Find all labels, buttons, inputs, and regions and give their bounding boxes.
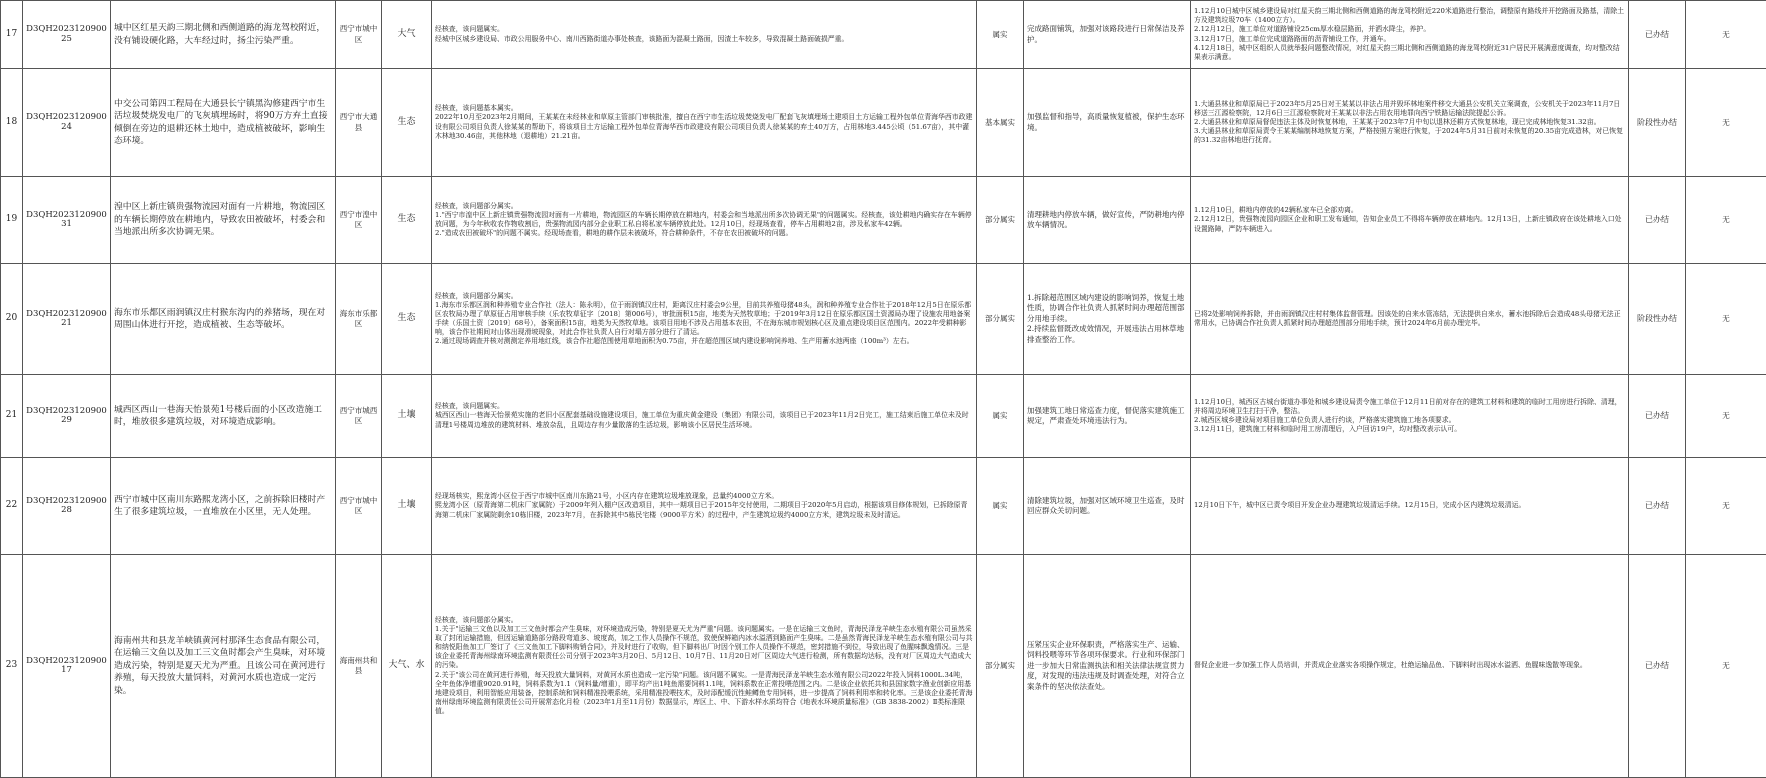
table-row xyxy=(1,555,1766,778)
rectification-actions: 12月10日下午，城中区已责令项目开发企业办理建筑垃圾清运手续。12月15日，完成小区内建筑垃圾清运。 xyxy=(1191,458,1629,555)
region: 海南州共和县 xyxy=(336,555,382,778)
pollution-category: 土壤 xyxy=(382,458,432,555)
region: 西宁市城中区 xyxy=(336,1,382,69)
case-code: D3QH202312090024 xyxy=(23,69,111,177)
rectification-goal: 清理耕地内停放车辆，做好宣传，严防耕地内停放车辆情况。 xyxy=(1024,177,1191,264)
case-code: D3QH202312090031 xyxy=(23,177,111,264)
verdict: 部分属实 xyxy=(977,177,1024,264)
rectification-actions: 督促企业进一步加强工作人员培训，并责成企业落实各项操作规定，杜绝运输品鱼、下脚料时出现冰水溢洒、鱼腥味逸散等现象。 xyxy=(1191,555,1629,778)
rectification-goal: 加强建筑工地日常巡查力度，督促落实建筑施工规定，严肃查处环境违法行为。 xyxy=(1024,375,1191,458)
row-number: 23 xyxy=(1,555,23,778)
verdict: 部分属实 xyxy=(977,555,1024,778)
table-row xyxy=(1,458,1766,555)
status: 阶段性办结 xyxy=(1629,264,1686,375)
region: 西宁市湟中区 xyxy=(336,177,382,264)
table-row xyxy=(1,1,1766,69)
pollution-category: 大气、水 xyxy=(382,555,432,778)
table-row xyxy=(1,375,1766,458)
rectification-actions: 1.12月10日，城西区古城台街道办事处和城乡建设局责令施工单位于12月11日前对存在的建筑工材料和建筑的临时工用房进行拆除、清理，并将周边环境卫生打扫干净，整洁。 2.城西区城乡建设局对项目施工单位负责人进行约谈，严格落实建筑施工地各项要求。 3.12月11日，建筑施工材料和临时用工房清理后，入户回访19户，均对整改表示认可。 xyxy=(1191,375,1629,458)
rectification-actions: 1.12月10日城中区城乡建设局对红星天韵三期北侧和西侧道路的海龙驾校附近220米道路进行整治，调整原有路线并开挖路面及路基，清除土方及建筑垃圾70车（1400立方）。 2.12月12日，施工单位对道路铺设25cm厚水稳层路面，并洒水降尘，养护。 3.12月17日，施工单位完成道路路面的沥青铺设工作，并通车。 4.12月18日，城中区组织人员就举报问题整改情况，对红星天韵三期北侧和西侧道路的海龙驾校附近31户居民开展满意度调查，均对整改结果表示满意。 xyxy=(1191,1,1629,69)
row-number: 18 xyxy=(1,69,23,177)
case-code: D3QH202312090021 xyxy=(23,264,111,375)
verdict: 属实 xyxy=(977,375,1024,458)
pollution-category: 生态 xyxy=(382,177,432,264)
status: 已办结 xyxy=(1629,1,1686,69)
complaint-content: 城西区西山一巷海天怡景苑1号楼后面的小区改造施工时，堆放很多建筑垃圾，对环境造成影响。 xyxy=(111,375,336,458)
row-number: 20 xyxy=(1,264,23,375)
status: 已办结 xyxy=(1629,375,1686,458)
region: 海东市乐都区 xyxy=(336,264,382,375)
accountability: 无 xyxy=(1686,69,1766,177)
complaint-content: 湟中区上新庄镇贵强物流园对面有一片耕地，物流园区的车辆长期停放在耕地内，导致农田被破坏，村委会和当地派出所多次协调无果。 xyxy=(111,177,336,264)
complaint-content: 中交公司第四工程局在大通县长宁镇黑沟修建西宁市生活垃圾焚烧发电厂的飞灰填埋场时，将90万方弃土直接倾倒在旁边的退耕还林土地中，造成植被破坏，影响生态环境。 xyxy=(111,69,336,177)
rectification-goal: 完成路面铺筑，加强对该路段进行日常保洁及养护。 xyxy=(1024,1,1191,69)
case-code: D3QH202312090025 xyxy=(23,1,111,69)
verdict: 属实 xyxy=(977,458,1024,555)
pollution-category: 大气 xyxy=(382,1,432,69)
region: 西宁市大通县 xyxy=(336,69,382,177)
case-code: D3QH202312090029 xyxy=(23,375,111,458)
complaint-content: 海南州共和县龙羊峡镇黄河村那泽生态食品有限公司，在运输三文鱼以及加工三文鱼时都会产生臭味，对环境造成污染，特别是夏天尤为严重。且该公司在黄河进行养殖，每天投放大量饲料，对黄河水质也造成一定污染。 xyxy=(111,555,336,778)
row-number: 19 xyxy=(1,177,23,264)
accountability: 无 xyxy=(1686,264,1766,375)
investigation-detail: 经核查，该问题属实。 经城中区城乡建设局、市政公用服务中心、南川西路街道办事处核查，该路面为混凝土路面，因渣土车较多，导致混凝土路面破损严重。 xyxy=(432,1,977,69)
complaint-content: 西宁市城中区南川东路熙龙湾小区，之前拆除旧楼时产生了很多建筑垃圾，一直堆放在小区里，无人处理。 xyxy=(111,458,336,555)
table-row xyxy=(1,177,1766,264)
region: 西宁市城西区 xyxy=(336,375,382,458)
case-code: D3QH202312090017 xyxy=(23,555,111,778)
verdict: 属实 xyxy=(977,1,1024,69)
verdict: 基本属实 xyxy=(977,69,1024,177)
status: 已办结 xyxy=(1629,177,1686,264)
pollution-category: 土壤 xyxy=(382,375,432,458)
investigation-detail: 经核查，该问题部分属实。 1."西宁市湟中区上新庄镇贵强物流园对面有一片耕地，物流园区的车辆长期停放在耕地内，村委会和当地派出所多次协调无果"的问题属实。经核查，该处耕地内确实存在车辆停放问题，为今年秋收农作物收割后，贵强物流园内部分企业职工私自将私家车辆停放此处。12月10日，经现场查看，停车占用耕地2亩，涉及私家车42辆。 2."造成农田被破坏"的问题不属实。经现场查看，耕地的耕作层未被破坏，符合耕种条件，不存在农田被破坏的问题。 xyxy=(432,177,977,264)
row-number: 22 xyxy=(1,458,23,555)
region: 西宁市城中区 xyxy=(336,458,382,555)
accountability: 无 xyxy=(1686,177,1766,264)
investigation-detail: 经核查，该问题部分属实。 1.海东市乐都区润和种养殖专业合作社（法人：陈永明），位于雨润镇汉庄村，距离汉庄村委会9公里，目前共养殖母猪48头，润和种养殖专业合作社于2018年12月5日在原乐都区农牧局办理了草原征占用审核手续（乐农牧草征字〔2018〕第006号），审批面积15亩，地类为天然牧草地；于2019年3月12日在原乐都区国土资源局办理了设施农用地备案手续（乐国土资〔2019〕68号），备案面积15亩，地类为天然牧草地。该项目用地不涉及占用基本农田，不在海东城市规划核心区及重点建设项目区范围内。2022年受耕种影响，该合作社期间对山体出现滑坡现象，对此合作社负责人自行对塌方部分进行了清运。 2.通过现场调查并核对测测定养用地红线，该合作社超范围使用草地面积为0.75亩，并在超范围区域内建设影响饲养地、生产用蓄水池两座（100m³）左右。 xyxy=(432,264,977,375)
row-number: 17 xyxy=(1,1,23,69)
rectification-goal: 加强监督和指导，高质量恢复植被，保护生态环境。 xyxy=(1024,69,1191,177)
pollution-category: 生态 xyxy=(382,264,432,375)
rectification-goal: 1.拆除超范围区域内建设的影响饲养，恢复土地性质，协调合作社负责人抓紧时间办理超范围部分用地手续。 2.持续监督既改成效情况，开展违法占用林草地排查整治工作。 xyxy=(1024,264,1191,375)
pollution-category: 生态 xyxy=(382,69,432,177)
complaint-content: 城中区红星天韵三期北侧和西侧道路的海龙驾校附近，没有铺设硬化路，大车经过时，扬尘污染严重。 xyxy=(111,1,336,69)
accountability: 无 xyxy=(1686,1,1766,69)
accountability: 无 xyxy=(1686,555,1766,778)
complaint-content: 海东市乐都区雨润镇汉庄村猴东沟内的养猪场，现在对周围山体进行开挖，造成植被、生态等破坏。 xyxy=(111,264,336,375)
status: 阶段性办结 xyxy=(1629,69,1686,177)
case-code: D3QH202312090028 xyxy=(23,458,111,555)
accountability: 无 xyxy=(1686,458,1766,555)
status: 已办结 xyxy=(1629,458,1686,555)
table-row xyxy=(1,264,1766,375)
rectification-goal: 清除建筑垃圾，加强对区域环境卫生巡查，及时回应群众关切问题。 xyxy=(1024,458,1191,555)
investigation-detail: 经核查，该问题基本属实。 2022年10月至2023年2月期间，王某某在未经林业和草原主管部门审核批准，擅自在西宁市生活垃圾焚烧发电厂配套飞灰填埋场土建项目土方运输工程外包单位青海华西市政建设有限公司项目负责人徐某某的帮助下，将该项目土方运输工程外包单位青海华西市政建设有限公司项目负责人徐某某的弃土40万方，占用林地3.445公顷（51.67亩），其中灌木林地30.46亩，其他林地（退耕地）21.21亩。 xyxy=(432,69,977,177)
rectification-actions: 已将2处影响饲养拆除，并由雨润镇汉庄村村集体监督管理。因该处的自来水管冻结，无法提供自来水，蓄水池拆除后会造成48头母猪无法正常用水，已协调合作社负责人抓紧时间办理超范围部分用地手续，预计2024年6月前办理完毕。 xyxy=(1191,264,1629,375)
rectification-actions: 1.大通县林业和草原局已于2023年5月25日对王某某以非法占用并毁坏林地案件移交大通县公安机关立案调查，公安机关于2023年11月7日移送三江源检察院，12月6日三江源检察院对王某某以非法占用农用地罪向西宁铁路运输法院提起公诉。 2.大通县林业和草原局督促违法主体及时恢复林地，王某某于2023年7月中旬以退林还耕方式恢复林地，现已完成林地恢复31.32亩。 3.大通县林业和草原局责令王某某编制林地恢复方案，严格按照方案进行恢复，于2024年5月31日前对未恢复的20.35亩完成造林，对已恢复的31.32亩林地进行抚育。 xyxy=(1191,69,1629,177)
table-row xyxy=(1,69,1766,177)
verdict: 部分属实 xyxy=(977,264,1024,375)
investigation-detail: 经现场核实，熙龙湾小区位于西宁市城中区南川东路21号，小区内存在建筑垃圾堆放现象，总量约4000立方米。 熙龙湾小区（原青海第二机床厂家属院）于2009年列入棚户区改造项目，其中一期项目已于2015年交付使用，二期项目于2020年5月启动，根据该项目修体规划，已拆除原青海第二机床厂家属院剩余10栋旧楼，2023年7月，在拆除其中5栋民宅楼（9000平方米）的过程中，产生建筑垃圾约4000立方米，建筑垃圾未及时清运。 xyxy=(432,458,977,555)
rectification-goal: 压紧压实企业环保职责，严格落实生产、运输、饲料投喂等环节各项环保要求。行业和环保部门进一步加大日常监测执法和相关法律法规宣贯力度，对发现的违法违规及时调查处理，对符合立案条件的坚决依法查处。 xyxy=(1024,555,1191,778)
rectification-actions: 1.12月10日，耕地内停放的42辆私家车已全部劝离。 2.12月12日，贵强物流园向园区企业和职工发布通知，告知企业员工不得将车辆停放在耕地内。12月13日，上新庄镇政府在该处耕地入口处设置路障，严防车辆进入。 xyxy=(1191,177,1629,264)
investigation-detail: 经核查，该问题属实。 城西区西山一巷海天怡景苑实施的老旧小区配套基础设施建设项目，施工单位为重庆黄金建设（集团）有限公司，该项目已于2023年11月2日完工，施工结束后施工单位未及时清理1号楼周边堆放的建筑材料、堆放杂乱，且周边存有少量散落的生活垃圾，影响该小区居民生活环境。 xyxy=(432,375,977,458)
accountability: 无 xyxy=(1686,375,1766,458)
investigation-detail: 经核查，该问题部分属实。 1.关于"运输三文鱼以及加工三文鱼时都会产生臭味，对环境造成污染，特别是夏天尤为严重"问题。该问题属实。一是在运输三文鱼时，青海民泽龙羊峡生态水殖有限公司虽然采取了封闭运输措施，但因运输道路部分路段弯道多、坡度高，加之工作人员操作不规范，致使保鲜箱内冰水溢洒到路面产生臭味。二是虽然青海民泽龙羊峡生态水殖有限公司与共和纳悦阳鱼加工厂签订了《三文鱼加工下脚料购销合同》，并及时进行了收购，但下脚料出厂时因个别工作人员操作不规范，密封措施不到位，导致出现了鱼腥味飘逸情况。三是该企业委托青海州绿南环境监测有限责任公司分别于2023年3月20日、5月12日、10月7日、11月20日对厂区周边大气进行检测，所有数据均达标，没有对厂区周边大气造成大的污染。 2.关于"该公司在黄河进行养殖，每天投放大量饲料，对黄河水质也造成一定污染"问题。该问题不属实。一是青海民泽龙羊峡生态水殖有限公司2022年投入饲料1000L.34吨，全年鱼体净增重9020.91吨，饲料系数为1.1（饲料量/增重），即平均产出1吨鱼需要饲料1.1吨，饲料系数在正常投喂范围之内。二是该企业依托共和县国家数字渔业创新应用基地建设项目，利用智能应用装备，控制系统和饲料精准投喂系统，采用精准投喂技术，及时添配缓沉性鲑鳟鱼专用饲料，进一步提高了饲料利用率和转化率。三是该企业委托青海南州绿南环境监测有限责任公司开展常态化月检（2023年1月至11月份）数据显示，库区上、中、下游水样水质均符合《地表水环境质量标准》（GB 3838-2002）Ⅱ类标准限值。 xyxy=(432,555,977,778)
row-number: 21 xyxy=(1,375,23,458)
status: 已办结 xyxy=(1629,555,1686,778)
